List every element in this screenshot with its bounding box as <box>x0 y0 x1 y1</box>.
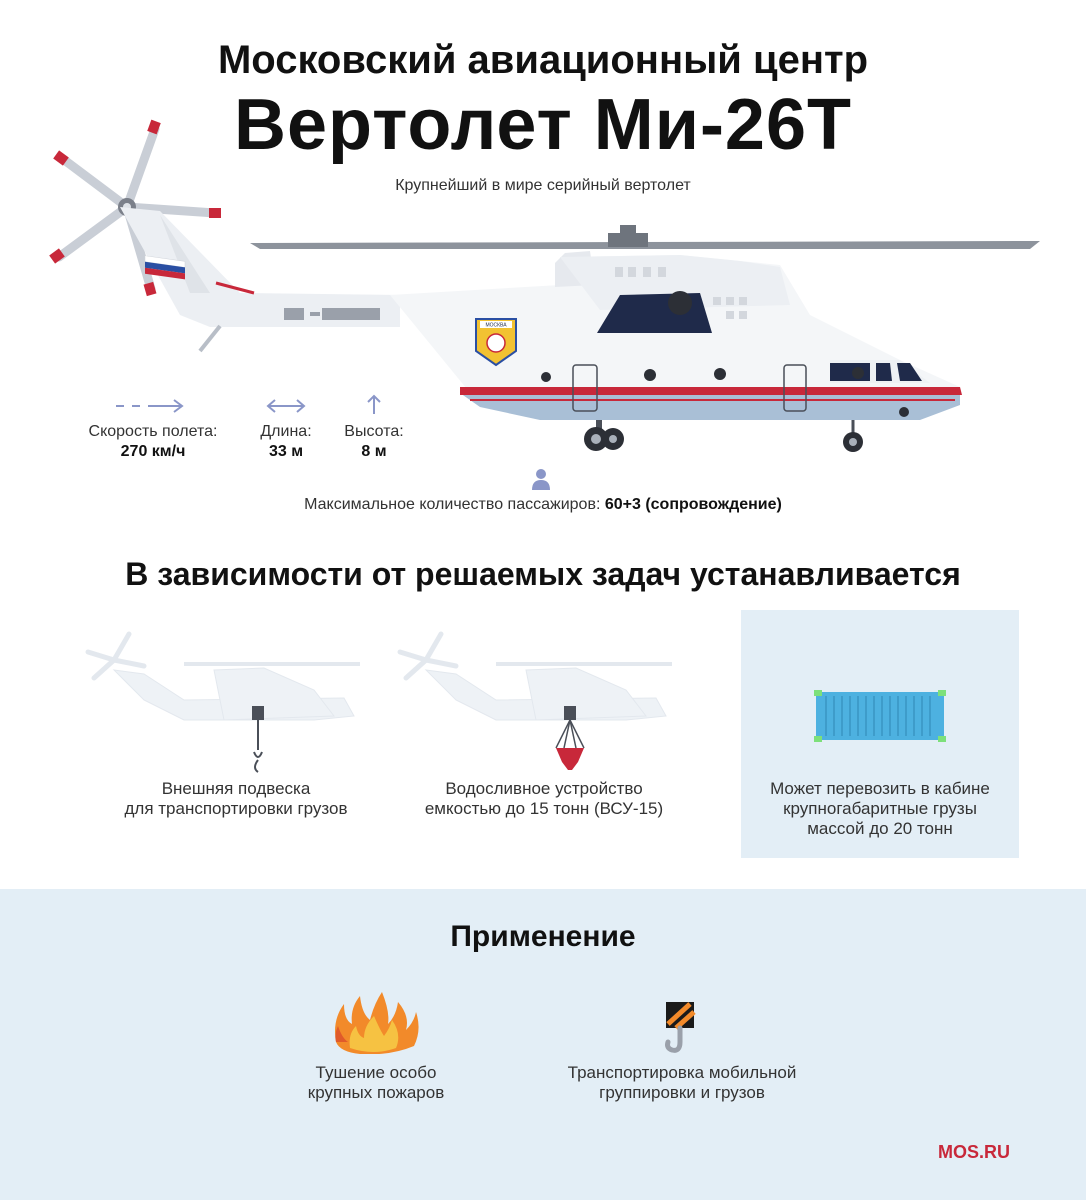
equipment-item-water-line1: Водосливное устройство <box>445 779 643 798</box>
equipment-item-sling <box>96 779 376 819</box>
spec-height-value: 8 м <box>361 443 387 460</box>
fire-icon <box>330 990 422 1054</box>
equipment-item-cargo-line3: массой до 20 тонн <box>807 819 953 838</box>
equipment-item-sling-line1: Внешняя подвеска <box>161 779 311 798</box>
crane-hook-icon <box>660 998 700 1058</box>
usage-heading: Применение <box>450 920 636 953</box>
equipment-item-sling-line2: для транспортировки грузов <box>124 799 348 818</box>
usage-item-transport-line1: Транспортировка мобильной <box>567 1063 797 1082</box>
page-subtitle: Крупнейший в мире серийный вертолет <box>395 177 691 194</box>
usage-item-transport-line2: группировки и грузов <box>599 1083 765 1102</box>
page-title: Вертолет Ми-26Т <box>234 85 852 165</box>
sling-helicopter-icon <box>84 630 364 780</box>
helicopter-illustration <box>40 115 1050 465</box>
equipment-heading: В зависимости от решаемых задач устанавливается <box>125 556 961 592</box>
equipment-item-water-line2: емкостью до 15 тонн (ВСУ-15) <box>424 799 664 818</box>
spec-speed-value: 270 км/ч <box>120 443 186 460</box>
speed-arrow-icon <box>110 394 190 414</box>
cargo-container-icon <box>812 688 948 744</box>
water-bucket-helicopter-icon <box>396 630 676 780</box>
passengers-info <box>0 496 1086 514</box>
spec-length-value: 33 м <box>268 443 304 460</box>
equipment-item-cargo-line2: крупногабаритные грузы <box>783 799 977 818</box>
equipment-item-cargo-line1: Может перевозить в кабине <box>770 779 990 798</box>
spec-length <box>246 422 326 462</box>
usage-item-fire <box>276 1063 476 1103</box>
height-arrow-icon <box>364 392 384 416</box>
spec-length-label: Длина: <box>260 423 312 440</box>
brand-logo[interactable]: MOS.RU <box>938 1142 1010 1162</box>
spec-speed-label: Скорость полета: <box>88 423 218 440</box>
org-title: Московский авиационный центр <box>217 38 869 82</box>
passenger-icon <box>530 467 552 491</box>
spec-speed <box>70 422 236 462</box>
spec-height <box>334 422 414 462</box>
length-arrow-icon <box>264 394 308 414</box>
passengers-value: 60+3 (сопровождение) <box>604 496 782 513</box>
equipment-item-cargo <box>741 779 1019 839</box>
usage-item-fire-line2: крупных пожаров <box>307 1083 445 1102</box>
passengers-label: Максимальное количество пассажиров: <box>304 496 601 513</box>
spec-height-label: Высота: <box>344 423 404 440</box>
equipment-item-water-device <box>404 779 684 819</box>
usage-item-fire-line1: Тушение особо <box>315 1063 437 1082</box>
usage-item-transport <box>542 1063 822 1103</box>
emblem-label: МОСКВА <box>485 322 507 329</box>
